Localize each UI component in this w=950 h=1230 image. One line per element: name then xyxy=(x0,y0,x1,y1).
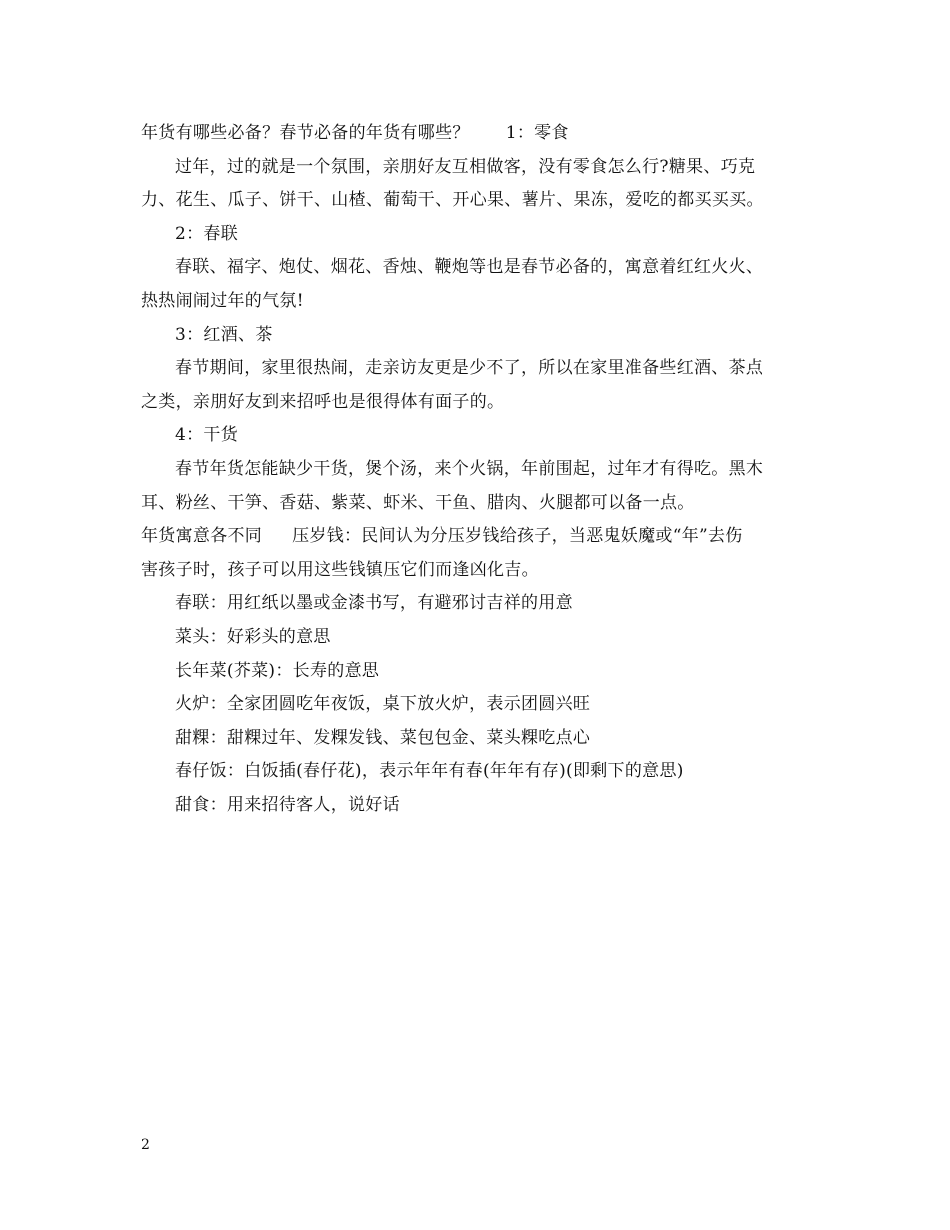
meanings-heading-line xyxy=(141,520,813,554)
paragraph-line: 害孩子时，孩子可以用这些钱镇压它们而逢凶化吉。 xyxy=(141,559,539,580)
meaning-item: 长年菜(芥菜)：长寿的意思 xyxy=(175,660,380,681)
page-number: 2 xyxy=(141,1137,150,1153)
meaning-item: 甜粿：甜粿过年、发粿发钱、菜包包金、菜头粿吃点心 xyxy=(175,727,591,748)
section-label-couplets: 2：春联 xyxy=(175,223,239,244)
document-body xyxy=(141,117,813,822)
meaning-item: 春联：用红纸以墨或金漆书写，有避邪讨吉祥的用意 xyxy=(175,593,573,614)
paragraph-line: 过年，过的就是一个氛围，亲朋好友互相做客，没有零食怎么行?糖果、巧克 xyxy=(175,156,756,177)
paragraph-line: 力、花生、瓜子、饼干、山楂、葡萄干、开心果、薯片、果冻，爱吃的都买买买。 xyxy=(141,190,764,211)
paragraph-line: 春联、福字、炮仗、烟花、香烛、鞭炮等也是春节必备的，寓意着红红火火、 xyxy=(175,257,764,278)
paragraph-line: 热热闹闹过年的气氛! xyxy=(141,290,304,311)
meaning-item: 火炉：全家团圆吃年夜饭，桌下放火炉，表示团圆兴旺 xyxy=(175,694,591,715)
section-label-snacks: 1：零食 xyxy=(505,123,569,143)
section-label-dry-goods: 4：干货 xyxy=(175,425,239,446)
meaning-item: 甜食：用来招待客人，说好话 xyxy=(175,794,400,815)
document-title: 年货有哪些必备？春节必备的年货有哪些？ xyxy=(141,123,470,143)
meaning-item: 菜头：好彩头的意思 xyxy=(175,626,331,647)
paragraph-line: 耳、粉丝、干笋、香菇、紫菜、虾米、干鱼、腊肉、火腿都可以备一点。 xyxy=(141,492,695,513)
paragraph-line: 春节期间，家里很热闹，走亲访友更是少不了，所以在家里准备些红酒、茶点 xyxy=(175,358,764,379)
paragraph-line: 压岁钱：民间认为分压岁钱给孩子，当恶鬼妖魔或“年”去伤 xyxy=(292,526,743,547)
heading-line xyxy=(141,117,813,151)
meanings-heading: 年货寓意各不同 xyxy=(141,526,263,547)
paragraph-line: 春节年货怎能缺少干货，煲个汤，来个火锅，年前围起，过年才有得吃。黑木 xyxy=(175,458,764,479)
paragraph-line: 之类，亲朋好友到来招呼也是很得体有面子的。 xyxy=(141,391,505,412)
meaning-item: 春仔饭：白饭插(春仔花)，表示年年有春(年年有存)(即剩下的意思) xyxy=(175,761,684,782)
section-label-wine-tea: 3：红酒、茶 xyxy=(175,324,273,345)
